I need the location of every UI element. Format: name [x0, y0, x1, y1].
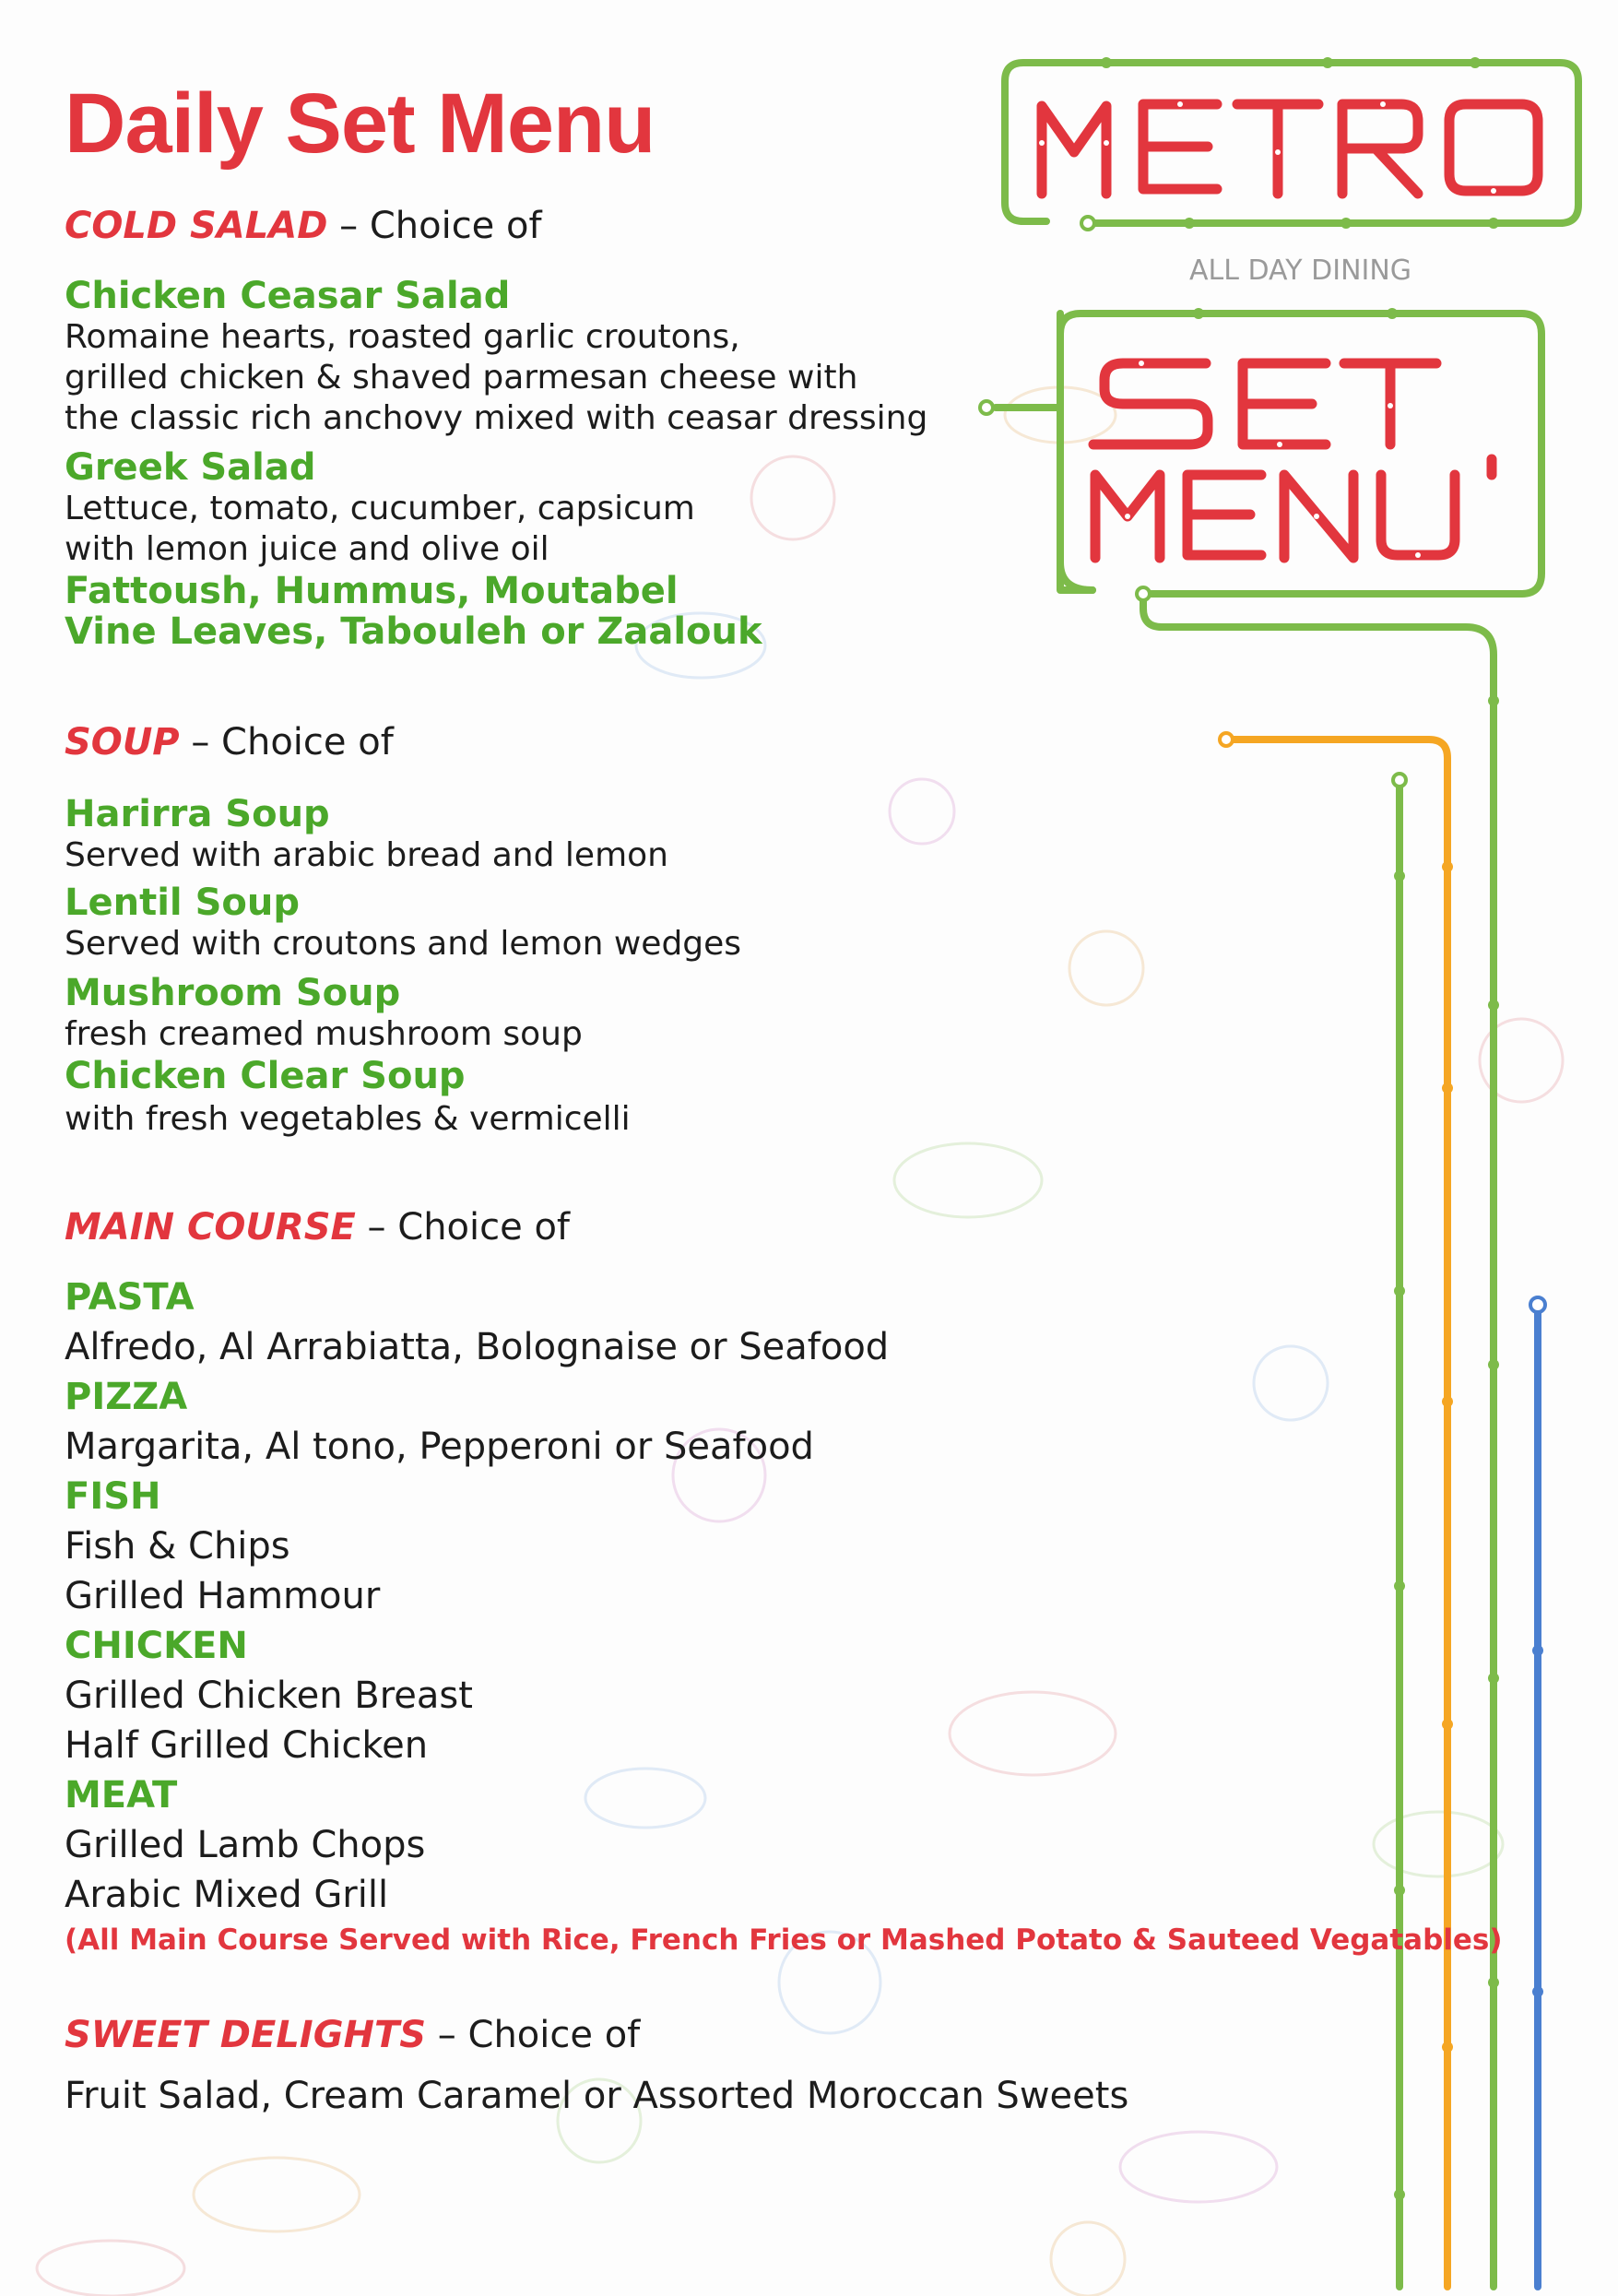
group-title: PASTA	[65, 1276, 195, 1319]
item-title: Harirra Soup	[65, 793, 330, 835]
section-soup	[65, 721, 394, 763]
menu-item: Alfredo, Al Arrabiatta, Bolognaise or Seafood	[65, 1326, 890, 1368]
set-menu-sign	[1086, 350, 1529, 575]
item-title: Chicken Clear Soup	[65, 1055, 466, 1097]
section-name: SWEET DELIGHTS	[65, 2014, 427, 2056]
group-title: MEAT	[65, 1774, 178, 1817]
item-description: grilled chicken & shaved parmesan cheese with	[65, 359, 858, 396]
item-description: Served with arabic bread and lemon	[65, 836, 668, 874]
section-choice: – Choice of	[355, 1206, 570, 1249]
group-title: PIZZA	[65, 1376, 188, 1418]
item-description: Served with croutons and lemon wedges	[65, 925, 742, 963]
item-title: Lentil Soup	[65, 882, 300, 924]
menu-item: Grilled Chicken Breast	[65, 1675, 473, 1717]
tagline: ALL DAY DINING	[1189, 254, 1412, 287]
metro-logo	[1033, 88, 1549, 207]
item-description: with lemon juice and olive oil	[65, 530, 549, 568]
section-main-course	[65, 1206, 570, 1249]
item-title: Chicken Ceasar Salad	[65, 275, 511, 317]
item-title: Fattoush, Hummus, Moutabel	[65, 570, 679, 612]
item-title: Greek Salad	[65, 446, 316, 489]
section-name: COLD SALAD	[65, 205, 328, 247]
section-sweet-delights	[65, 2014, 640, 2056]
section-cold-salad	[65, 205, 542, 247]
group-title: FISH	[65, 1475, 161, 1518]
main-course-note: (All Main Course Served with Rice, French Fries or Mashed Potato & Sauteed Vegatables)	[65, 1923, 1503, 1957]
item-description: the classic rich anchovy mixed with ceasar dressing	[65, 399, 928, 437]
metro-logo-lettering	[1033, 88, 1549, 203]
group-title: CHICKEN	[65, 1625, 248, 1667]
section-choice: – Choice of	[426, 2014, 641, 2056]
item-description: with fresh vegetables & vermicelli	[65, 1100, 631, 1138]
menu-item: Grilled Lamb Chops	[65, 1824, 426, 1866]
menu-item: Arabic Mixed Grill	[65, 1874, 389, 1916]
menu-item: Half Grilled Chicken	[65, 1724, 429, 1767]
item-title: Vine Leaves, Tabouleh or Zaalouk	[65, 610, 762, 653]
item-description: fresh creamed mushroom soup	[65, 1015, 583, 1053]
menu-item: Fruit Salad, Cream Caramel or Assorted Moroccan Sweets	[65, 2075, 1129, 2117]
menu-item: Margarita, Al tono, Pepperoni or Seafood	[65, 1426, 814, 1468]
set-menu-lettering	[1086, 350, 1529, 572]
item-description: Romaine hearts, roasted garlic croutons,	[65, 318, 740, 356]
item-description: Lettuce, tomato, cucumber, capsicum	[65, 490, 695, 527]
menu-item: Grilled Hammour	[65, 1575, 381, 1617]
section-name: SOUP	[65, 721, 180, 763]
page-title: Daily Set Menu	[65, 77, 655, 171]
section-name: MAIN COURSE	[65, 1206, 356, 1249]
menu-item: Fish & Chips	[65, 1525, 290, 1568]
section-choice: – Choice of	[327, 205, 542, 247]
section-choice: – Choice of	[179, 721, 394, 763]
item-title: Mushroom Soup	[65, 972, 401, 1014]
